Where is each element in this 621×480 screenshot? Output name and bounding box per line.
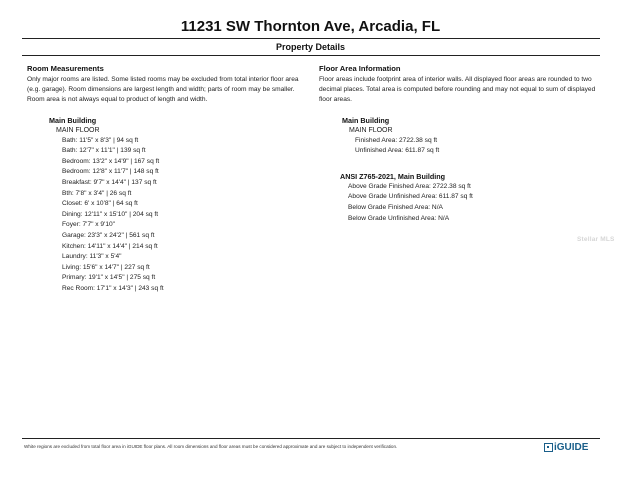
room-item: Bedroom: 12'8" x 11'7" | 148 sq ft	[62, 168, 159, 176]
main-building-heading: Main Building	[49, 115, 97, 125]
room-item: Kitchen: 14'11" x 14'4" | 214 sq ft	[62, 242, 158, 250]
stellar-mls-watermark: Stellar MLS	[577, 236, 615, 243]
room-item: Laundry: 11'3" x 5'4"	[62, 253, 122, 261]
room-item: Garage: 23'3" x 24'2" | 561 sq ft	[62, 231, 155, 239]
footer-disclaimer: White regions are excluded from total floor area in iGUIDE floor plans. All room dimensions and floor areas must be considered approximate and are subject to independent verification.	[24, 444, 398, 449]
room-item: Bedroom: 13'2" x 14'9" | 167 sq ft	[62, 157, 160, 165]
ansi-below-unfinished: Below Grade Unfinished Area: N/A	[348, 214, 450, 222]
floor-area-description: Floor areas include footprint area of interior walls. All displayed floor areas are rounded to two decimal places. Total area is computed before rounding and may not equal to sum of displayed floor areas.	[319, 76, 596, 104]
ansi-above-unfinished: Above Grade Unfinished Area: 611.87 sq ft	[348, 193, 473, 201]
room-item: Bth: 7'8" x 3'4" | 26 sq ft	[62, 189, 132, 197]
room-measurements-description: Only major rooms are listed. Some listed rooms may be excluded from total interior floor area (e.g. garage). Room dimensions are largest length and width; parts of room may be smaller. Room area is not always equal to product of length and width.	[27, 76, 299, 104]
property-address-title: 11231 SW Thornton Ave, Arcadia, FL	[180, 18, 441, 35]
room-item: Rec Room: 17'1" x 14'3" | 243 sq ft	[62, 284, 164, 292]
room-measurements-heading: Room Measurements	[27, 64, 104, 73]
header-divider	[22, 38, 600, 39]
room-measurements-section	[27, 64, 309, 295]
room-item: Foyer: 7'7" x 9'10"	[62, 221, 116, 229]
room-item: Living: 15'6" x 14'7" | 227 sq ft	[62, 263, 150, 271]
iguide-logo-icon	[544, 443, 553, 452]
main-floor-label: MAIN FLOOR	[56, 126, 100, 134]
room-item: Breakfast: 9'7" x 14'4" | 137 sq ft	[62, 178, 157, 186]
subtitle-divider	[22, 55, 600, 56]
floor-area-section	[319, 64, 604, 224]
room-item: Dining: 12'11" x 15'10" | 204 sq ft	[62, 210, 159, 218]
room-item: Primary: 19'1" x 14'5" | 275 sq ft	[62, 274, 156, 282]
floor-area-building-heading: Main Building	[342, 115, 390, 125]
room-list	[49, 136, 309, 295]
floor-area-heading: Floor Area Information	[319, 64, 401, 73]
room-item: Bath: 12'7" x 11'1" | 139 sq ft	[62, 147, 146, 155]
finished-area: Finished Area: 2722.38 sq ft	[355, 136, 438, 144]
ansi-below-finished: Below Grade Finished Area: N/A	[348, 203, 443, 211]
room-item: Bath: 11'5" x 8'3" | 94 sq ft	[62, 136, 139, 144]
unfinished-area: Unfinished Area: 611.87 sq ft	[355, 147, 440, 155]
iguide-logo-text: iGUIDE	[554, 442, 589, 453]
room-item: Closet: 6' x 10'8" | 64 sq ft	[62, 200, 138, 208]
ansi-above-finished: Above Grade Finished Area: 2722.38 sq ft	[348, 182, 471, 190]
property-details-subtitle: Property Details	[275, 42, 346, 52]
ansi-heading: ANSI Z765-2021, Main Building	[340, 171, 446, 181]
iguide-logo	[544, 442, 588, 453]
floor-area-floor-label: MAIN FLOOR	[349, 126, 393, 134]
footer-divider	[22, 438, 600, 439]
